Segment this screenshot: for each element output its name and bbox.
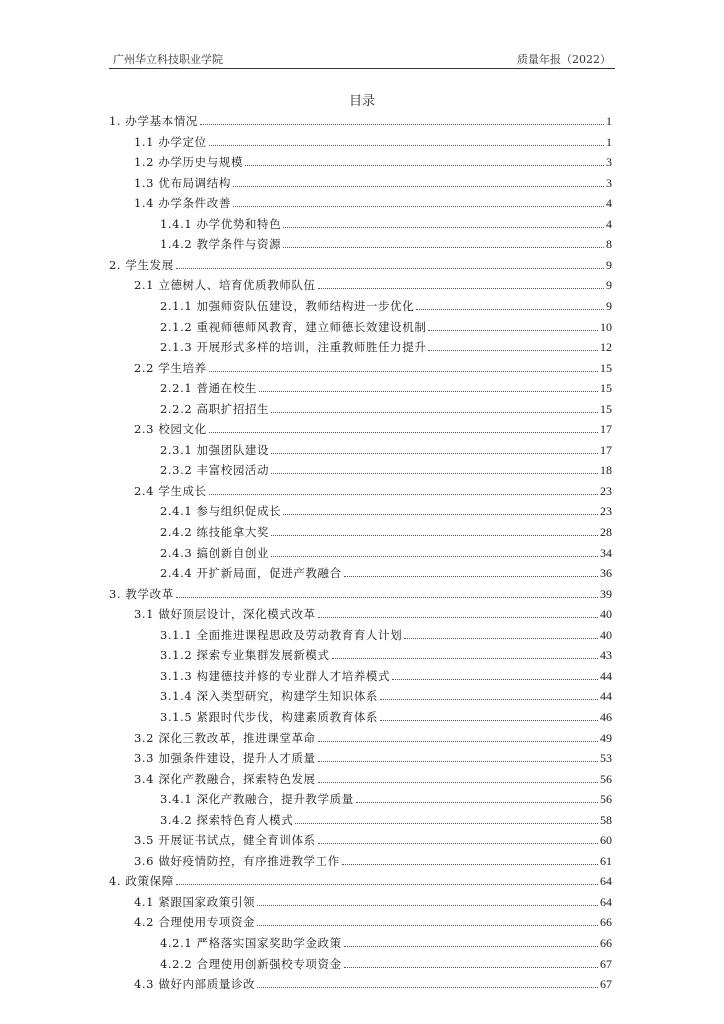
toc-entry-page: 1 xyxy=(606,114,612,128)
toc-entry-label: 3.4 深化产教融合，探索特色发展 xyxy=(134,771,316,786)
toc-entry-page: 8 xyxy=(606,237,612,252)
toc-entry-page: 9 xyxy=(606,298,612,313)
toc-entry[interactable] xyxy=(160,953,612,971)
toc-entry-label: 3.1.5 紧跟时代步伐，构建素质教育体系 xyxy=(160,709,379,724)
toc-entry-page: 15 xyxy=(600,381,612,396)
toc-entry-label: 3.6 做好疫情防控，有序推进教学工作 xyxy=(134,853,340,868)
toc-entry-label: 2.2.1 普通在校生 xyxy=(160,381,258,396)
toc-leader-dots xyxy=(283,227,604,228)
toc-entry[interactable] xyxy=(160,542,612,560)
toc-entry-label: 2.3.1 加强团队建设 xyxy=(160,442,270,457)
toc-leader-dots xyxy=(332,658,598,659)
toc-entry-label: 2.4.1 参与组织促成长 xyxy=(160,504,282,519)
toc-leader-dots xyxy=(257,925,598,926)
toc-entry-page: 40 xyxy=(600,627,612,642)
toc-entry-label: 3.5 开展证书试点，健全育训体系 xyxy=(134,833,316,848)
toc-leader-dots xyxy=(428,350,598,351)
toc-entry-label: 1.2 办学历史与规模 xyxy=(134,155,244,170)
toc-leader-dots xyxy=(318,741,598,742)
toc-entry-page: 61 xyxy=(600,853,612,868)
toc-entry-label: 2.1.2 重视师德师风教育，建立师德长效建设机制 xyxy=(160,319,427,334)
toc-leader-dots xyxy=(318,761,598,762)
toc-entry-page: 4 xyxy=(606,216,612,231)
toc-leader-dots xyxy=(380,720,598,721)
toc-leader-dots xyxy=(344,946,598,947)
toc-leader-dots xyxy=(404,638,598,639)
toc-entry-page: 36 xyxy=(600,566,612,581)
page-header xyxy=(109,51,615,69)
toc-leader-dots xyxy=(209,432,598,433)
toc-leader-dots xyxy=(271,535,598,536)
toc-entry[interactable] xyxy=(160,665,612,683)
toc-entry-label: 2.4 学生成长 xyxy=(134,483,207,498)
toc-entry[interactable] xyxy=(160,521,612,539)
toc-entry[interactable] xyxy=(134,603,612,621)
toc-entry-label: 3.4.1 深化产教融合，提升教学质量 xyxy=(160,792,354,807)
toc-entry[interactable] xyxy=(160,562,612,580)
toc-entry-label: 2.2.2 高职扩招招生 xyxy=(160,401,270,416)
toc-entry-page: 56 xyxy=(600,771,612,786)
toc-entry-page: 12 xyxy=(600,340,612,355)
toc-entry-page: 44 xyxy=(600,689,612,704)
toc-leader-dots xyxy=(416,309,604,310)
toc-entry-label: 2.4.4 开扩新局面，促进产教融合 xyxy=(160,566,342,581)
toc-entry-page: 49 xyxy=(600,730,612,745)
toc-entry-page: 15 xyxy=(600,401,612,416)
toc-entry-page: 43 xyxy=(600,648,612,663)
toc-entry[interactable] xyxy=(109,110,612,128)
toc-leader-dots xyxy=(259,391,598,392)
toc-entry-label: 3.2 深化三教改革，推进课堂革命 xyxy=(134,730,316,745)
toc-entry-page: 66 xyxy=(600,915,612,930)
toc-entry[interactable] xyxy=(134,274,612,292)
toc-entry-label: 2.4.3 搞创新自创业 xyxy=(160,545,270,560)
toc-entry[interactable] xyxy=(134,151,612,169)
toc-entry[interactable] xyxy=(134,747,612,765)
toc-entry-label: 3.1.4 深入类型研究，构建学生知识体系 xyxy=(160,689,379,704)
toc-entry[interactable] xyxy=(160,644,612,662)
toc-leader-dots xyxy=(209,145,604,146)
toc-entry[interactable] xyxy=(160,706,612,724)
toc-entry[interactable] xyxy=(134,192,612,210)
toc-leader-dots xyxy=(318,843,598,844)
toc-entry-page: 18 xyxy=(600,463,612,478)
toc-leader-dots xyxy=(271,556,598,557)
toc-entry-page: 60 xyxy=(600,833,612,848)
toc-entry-page: 39 xyxy=(600,586,612,601)
toc-leader-dots xyxy=(318,782,598,783)
toc-entry-page: 34 xyxy=(600,545,612,560)
toc-entry-label: 2.1.1 加强师资队伍建设，教师结构进一步优化 xyxy=(160,298,415,313)
toc-entry-label: 3. 教学改革 xyxy=(109,586,174,601)
header-school-name: 广州华立科技职业学院 xyxy=(113,53,223,66)
toc-entry[interactable] xyxy=(134,973,612,991)
toc-entry[interactable] xyxy=(160,809,612,827)
toc-entry-page: 9 xyxy=(606,278,612,293)
toc-entry[interactable] xyxy=(160,624,612,642)
toc-entry-label: 1.3 优布局调结构 xyxy=(134,175,231,190)
toc-entry-label: 3.4.2 探索特色育人模式 xyxy=(160,812,294,827)
toc-entry-page: 23 xyxy=(600,483,612,498)
toc-leader-dots xyxy=(233,206,604,207)
toc-leader-dots xyxy=(176,597,598,598)
toc-entry[interactable] xyxy=(160,788,612,806)
toc-entry-page: 56 xyxy=(600,792,612,807)
toc-entry-label: 1.4.1 办学优势和特色 xyxy=(160,216,282,231)
toc-entry-page: 17 xyxy=(600,422,612,437)
toc-leader-dots xyxy=(233,186,604,187)
toc-entry[interactable] xyxy=(134,829,612,847)
toc-entry-label: 2.3 校园文化 xyxy=(134,422,207,437)
toc-entry-label: 1.1 办学定位 xyxy=(134,134,207,149)
toc-entry-page: 3 xyxy=(606,175,612,190)
toc-entry-page: 67 xyxy=(600,956,612,971)
toc-leader-dots xyxy=(257,905,598,906)
toc-entry[interactable] xyxy=(160,932,612,950)
toc-entry-label: 2.1 立德树人、培育优质教师队伍 xyxy=(134,278,316,293)
toc-leader-dots xyxy=(271,412,598,413)
toc-entry-label: 3.1.2 探索专业集群发展新模式 xyxy=(160,648,330,663)
toc-entry-page: 4 xyxy=(606,196,612,211)
toc-entry-page: 46 xyxy=(600,709,612,724)
toc-leader-dots xyxy=(283,514,598,515)
toc-entry-label: 3.3 加强条件建设，提升人才质量 xyxy=(134,751,316,766)
toc-entry-label: 2.1.3 开展形式多样的培训，注重教师胜任力提升 xyxy=(160,340,427,355)
toc-entry-label: 3.1.1 全面推进课程思政及劳动教育育人计划 xyxy=(160,627,403,642)
toc-entry-label: 1.4.2 教学条件与资源 xyxy=(160,237,282,252)
toc-entry-label: 4.2.2 合理使用创新强校专项资金 xyxy=(160,956,342,971)
toc-entry[interactable] xyxy=(134,911,612,929)
toc-leader-dots xyxy=(209,371,598,372)
toc-entry[interactable] xyxy=(160,233,612,251)
toc-leader-dots xyxy=(318,617,598,618)
toc-entry-page: 10 xyxy=(600,319,612,334)
toc-leader-dots xyxy=(392,679,598,680)
toc-entry[interactable] xyxy=(134,850,612,868)
toc-leader-dots xyxy=(295,823,598,824)
toc-leader-dots xyxy=(344,967,598,968)
toc-entry[interactable] xyxy=(134,172,612,190)
header-report-title: 质量年报（2022） xyxy=(517,53,611,66)
toc-entry-label: 2.4.2 练技能拿大奖 xyxy=(160,525,270,539)
toc-leader-dots xyxy=(245,165,604,166)
toc-leader-dots xyxy=(271,453,598,454)
toc-entry-page: 67 xyxy=(600,977,612,992)
toc-entry[interactable] xyxy=(134,357,612,375)
toc-entry[interactable] xyxy=(109,254,612,272)
toc-entry[interactable] xyxy=(160,685,612,703)
toc-entry-label: 4.2 合理使用专项资金 xyxy=(134,915,256,930)
toc-entry-page: 1 xyxy=(606,134,612,149)
toc-entry[interactable] xyxy=(160,295,612,313)
toc-entry[interactable] xyxy=(134,418,612,436)
toc-leader-dots xyxy=(344,576,598,577)
toc-entry-page: 15 xyxy=(600,360,612,375)
toc-entry-label: 3.1.3 构建德技并修的专业群人才培养模式 xyxy=(160,668,391,683)
toc-entry-label: 1. 办学基本情况 xyxy=(109,114,199,128)
toc-leader-dots xyxy=(283,247,604,248)
toc-entry-page: 3 xyxy=(606,155,612,170)
toc-title: 目录 xyxy=(348,94,375,109)
toc-entry[interactable] xyxy=(160,439,612,457)
toc-leader-dots xyxy=(428,330,598,331)
toc-leader-dots xyxy=(176,884,598,885)
toc-entry[interactable] xyxy=(134,891,612,909)
toc-entry-page: 58 xyxy=(600,812,612,827)
toc-leader-dots xyxy=(176,268,604,269)
toc-entry-label: 3.1 做好顶层设计，深化模式改革 xyxy=(134,607,316,622)
toc-entry-page: 9 xyxy=(606,257,612,272)
toc-entry[interactable] xyxy=(134,131,612,149)
toc-entry[interactable] xyxy=(160,398,612,416)
toc-entry-page: 64 xyxy=(600,894,612,909)
toc-entry[interactable] xyxy=(134,768,612,786)
toc-entry[interactable] xyxy=(160,213,612,231)
toc-entry-label: 2.2 学生培养 xyxy=(134,360,207,375)
toc-entry-page: 28 xyxy=(600,525,612,539)
toc-entry-label: 2.3.2 丰富校园活动 xyxy=(160,463,270,478)
toc-entry[interactable] xyxy=(160,316,612,334)
toc-entry-label: 4.2.1 严格落实国家奖助学金政策 xyxy=(160,936,342,950)
toc-entry[interactable] xyxy=(160,336,612,354)
toc-entry[interactable] xyxy=(134,480,612,498)
toc-leader-dots xyxy=(380,699,598,700)
toc-entry-label: 4.3 做好内部质量诊改 xyxy=(134,977,256,992)
toc-leader-dots xyxy=(209,494,598,495)
toc-entry[interactable] xyxy=(109,583,612,601)
toc-entry-label: 4.1 紧跟国家政策引领 xyxy=(134,894,256,909)
toc-entry-page: 44 xyxy=(600,668,612,683)
toc-leader-dots xyxy=(200,124,604,125)
toc-entry[interactable] xyxy=(134,727,612,745)
toc-entry[interactable] xyxy=(160,377,612,395)
toc-leader-dots xyxy=(356,802,598,803)
toc-leader-dots xyxy=(257,987,598,988)
toc-entry-page: 23 xyxy=(600,504,612,519)
toc-entry-label: 1.4 办学条件改善 xyxy=(134,196,231,211)
toc-entry-page: 17 xyxy=(600,442,612,457)
toc-entry-page: 64 xyxy=(600,874,612,889)
toc-entry-page: 40 xyxy=(600,607,612,622)
toc-entry-label: 2. 学生发展 xyxy=(109,257,174,272)
toc-leader-dots xyxy=(342,864,598,865)
toc-leader-dots xyxy=(271,473,598,474)
toc-entry[interactable] xyxy=(160,459,612,477)
toc-entry[interactable] xyxy=(160,500,612,518)
toc-leader-dots xyxy=(318,288,604,289)
toc-entry[interactable] xyxy=(109,870,612,888)
toc-entry-page: 53 xyxy=(600,751,612,766)
header-divider xyxy=(109,68,615,69)
toc-entry-label: 4. 政策保障 xyxy=(109,874,174,889)
toc-entry-page: 66 xyxy=(600,936,612,950)
